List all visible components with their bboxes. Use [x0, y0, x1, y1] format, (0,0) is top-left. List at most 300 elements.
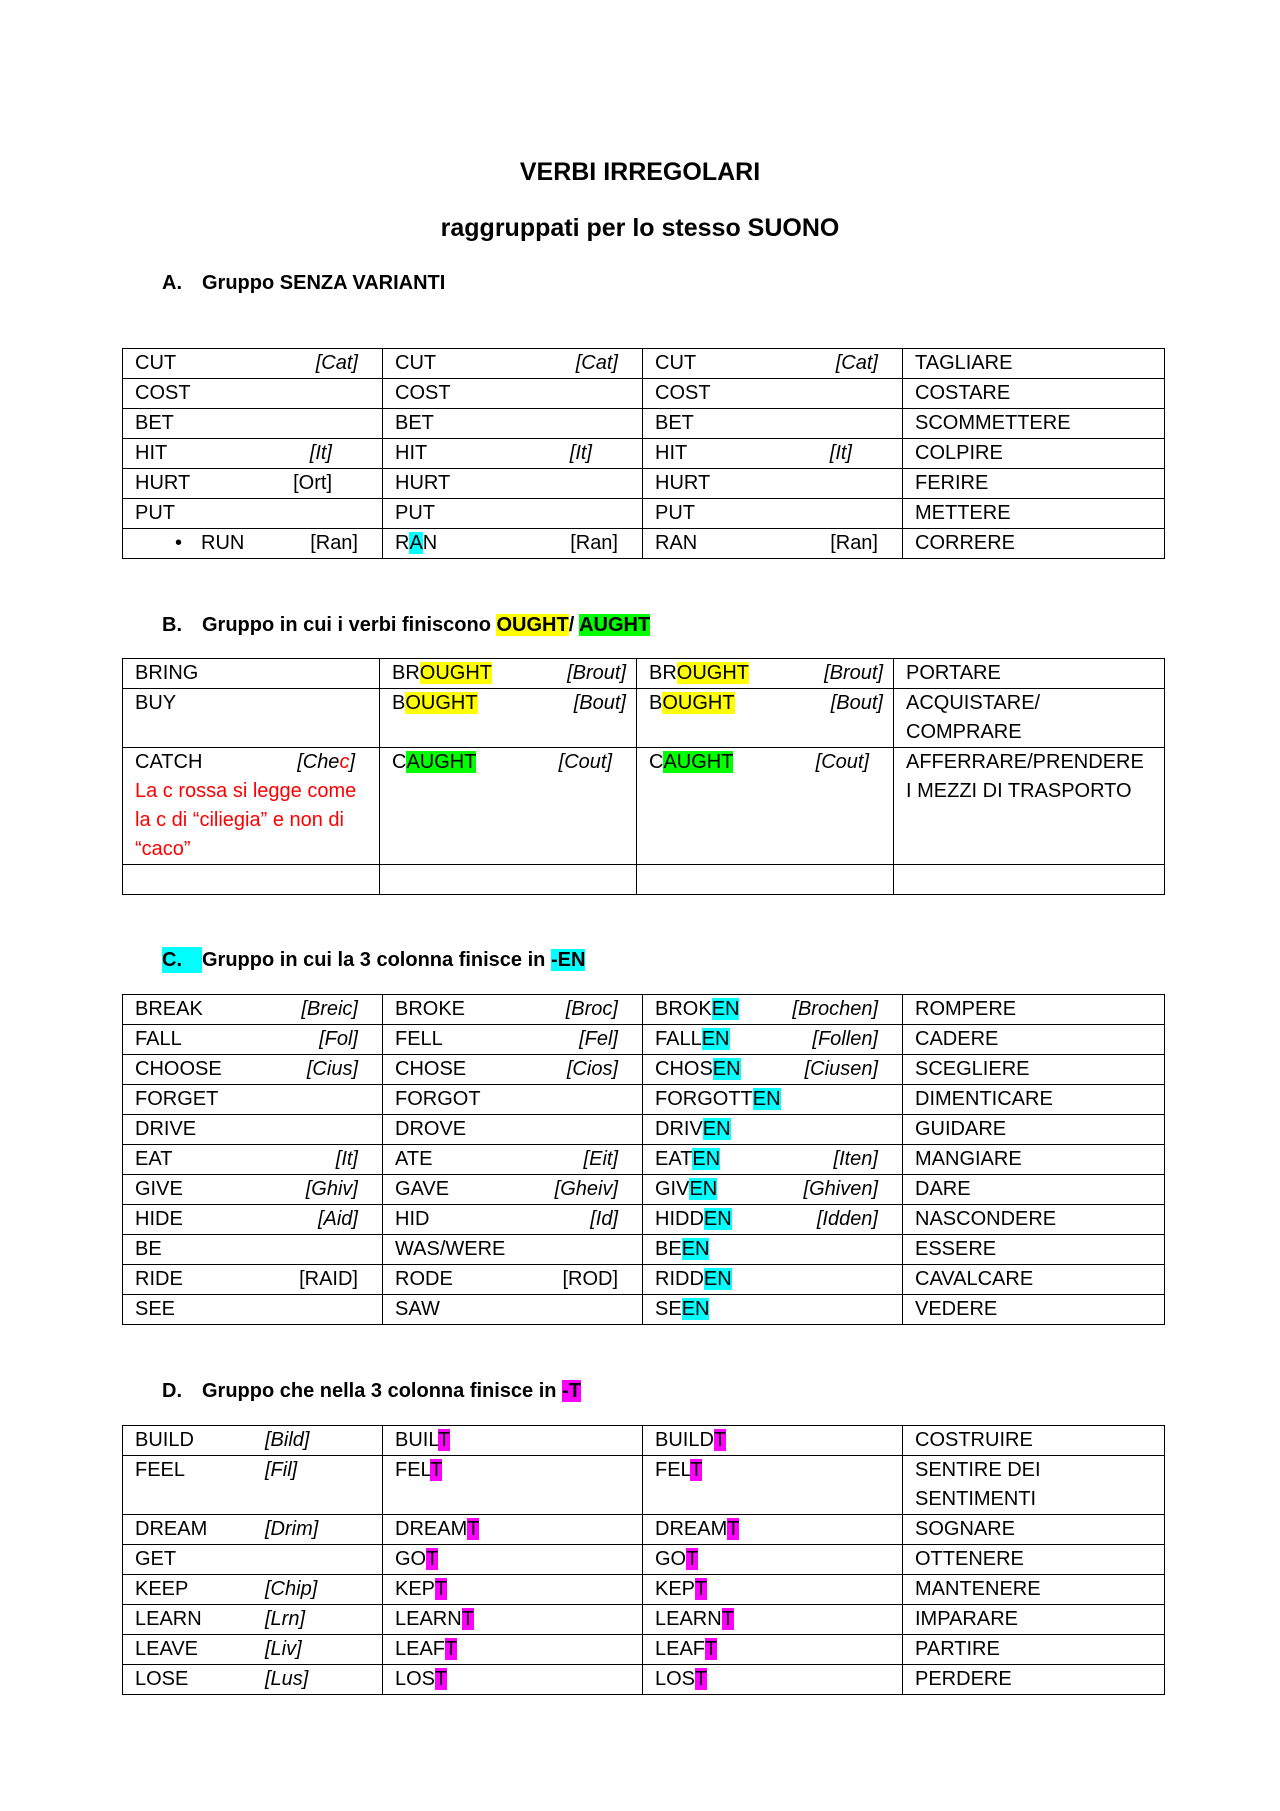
- pronunciation: [Cat]: [835, 352, 878, 374]
- cell-content: [135, 1295, 372, 1324]
- section-c-letter: C.: [162, 947, 202, 973]
- base-form-cell: [123, 1545, 383, 1575]
- pronunciation: [Cat]: [575, 352, 618, 374]
- verb-stem: SE: [655, 1298, 682, 1320]
- verb-text: C: [392, 751, 407, 773]
- verb-stem: HIDD: [655, 1208, 704, 1230]
- verb-text: BR: [392, 662, 420, 684]
- past-simple-cell: [383, 1575, 643, 1605]
- italian-cell: AFFERRARE/PRENDERE I MEZZI DI TRASPORTO: [894, 748, 1165, 865]
- table-row: [123, 499, 1165, 529]
- italian-cell: PORTARE: [894, 659, 1165, 689]
- table-section-c: [122, 994, 1165, 1325]
- pronunciation: [Bout]: [573, 692, 626, 714]
- empty-cell: [637, 865, 894, 895]
- past-participle-cell: [637, 748, 894, 865]
- section-a-heading-text: Gruppo SENZA VARIANTI: [202, 272, 446, 294]
- past-simple-cell: [383, 995, 643, 1025]
- italian-cell: IMPARARE: [903, 1605, 1165, 1635]
- verb-text: BUILD: [135, 1429, 194, 1451]
- verb-text: B: [392, 692, 406, 714]
- base-form-cell: BET: [123, 409, 383, 439]
- past-participle-cell: [643, 1426, 903, 1456]
- cell-content: [135, 1115, 372, 1144]
- past-simple-cell: [383, 529, 643, 559]
- past-simple-cell: [383, 1175, 643, 1205]
- cell-content: [655, 1295, 892, 1324]
- past-participle-cell: [643, 995, 903, 1025]
- past-participle-cell: [643, 1265, 903, 1295]
- verb-text: GAVE: [395, 1178, 450, 1200]
- base-form-cell: [123, 1575, 383, 1605]
- base-form-cell: [123, 1235, 383, 1265]
- past-participle-cell: PUT: [643, 499, 903, 529]
- pronunciation: [Lus]: [265, 1668, 309, 1690]
- highlight: EN: [681, 1298, 710, 1320]
- cell-content: [655, 1235, 892, 1264]
- verb-stem: KEP: [395, 1578, 436, 1600]
- past-participle-cell: [643, 1115, 903, 1145]
- verb-text: CUT: [135, 352, 177, 374]
- highlight: -T: [562, 1380, 581, 1402]
- pronunciation-note: La c rossa si legge come la c di “ciliegia” e non di “caco”: [135, 780, 357, 860]
- verb-text: [655, 995, 739, 1024]
- cell-content: [655, 1205, 892, 1234]
- past-participle-cell: [643, 1295, 903, 1325]
- highlight: T: [437, 1429, 451, 1451]
- italian-cell: PERDERE: [903, 1665, 1165, 1695]
- pronunciation: [Breic]: [301, 998, 358, 1020]
- table-row: [123, 349, 1165, 379]
- cell-content: [135, 1426, 372, 1455]
- pronunciation: [Ran]: [830, 532, 878, 554]
- pronunciation: [RAID]: [299, 1268, 358, 1290]
- base-form-cell: PUT: [123, 499, 383, 529]
- pronunciation: [Lrn]: [265, 1608, 306, 1630]
- highlight: EN: [689, 1178, 718, 1200]
- verb-text: [655, 1055, 741, 1084]
- verb-text: R: [395, 532, 410, 554]
- verb-text: HIT: [135, 442, 168, 464]
- base-form-cell: [123, 1085, 383, 1115]
- pronunciation: [Liv]: [265, 1638, 302, 1660]
- highlight: A: [409, 532, 423, 554]
- verb-text: FORGOT: [395, 1088, 481, 1110]
- pronunciation: [It]: [309, 442, 332, 464]
- highlight: -EN: [550, 949, 586, 971]
- highlight: T: [435, 1578, 448, 1600]
- table-row: [123, 1145, 1165, 1175]
- past-simple-cell: [383, 1426, 643, 1456]
- cell-content: [135, 1145, 372, 1174]
- pronunciation: [Follen]: [812, 1028, 878, 1050]
- past-simple-cell: [383, 1145, 643, 1175]
- past-simple-cell: [383, 1295, 643, 1325]
- verb-text: N: [422, 532, 438, 554]
- cell-content: [135, 1025, 372, 1054]
- verb-stem: GIV: [655, 1178, 690, 1200]
- cell-content: [135, 1456, 372, 1485]
- cell-content: [135, 1175, 372, 1204]
- cell-content: [395, 1055, 632, 1084]
- base-form-cell: [123, 748, 380, 865]
- verb-text: HIT: [655, 442, 688, 464]
- past-simple-cell: COST: [383, 379, 643, 409]
- table-row: [123, 1515, 1165, 1545]
- cell-content: [395, 1025, 632, 1054]
- past-simple-cell: [383, 1456, 643, 1515]
- past-simple-cell: [383, 1235, 643, 1265]
- table-section-d: [122, 1425, 1165, 1695]
- past-participle-cell: [643, 1575, 903, 1605]
- past-participle-cell: [643, 1145, 903, 1175]
- cell-content: [135, 1085, 372, 1114]
- pronunciation: ]: [349, 751, 355, 773]
- italian-cell: VEDERE: [903, 1295, 1165, 1325]
- table-row: [123, 1025, 1165, 1055]
- pronunciation: [Cout]: [815, 751, 869, 773]
- pronunciation: [Id]: [590, 1208, 618, 1230]
- table-row: [123, 1456, 1165, 1515]
- verb-text: EAT: [135, 1148, 173, 1170]
- past-simple-cell: [383, 349, 643, 379]
- verb-text: [655, 1295, 709, 1324]
- verb-text: RUN: [201, 532, 245, 554]
- cell-content: [395, 995, 632, 1024]
- past-simple-cell: [380, 748, 637, 865]
- verb-stem: LEARN: [395, 1608, 462, 1630]
- verb-text: FORGET: [135, 1088, 219, 1110]
- cell-content: [655, 1175, 892, 1204]
- highlight: T: [713, 1429, 727, 1451]
- pronunciation: [Aid]: [317, 1208, 358, 1230]
- base-form-cell: [123, 349, 383, 379]
- verb-text: LOSE: [135, 1668, 189, 1690]
- past-simple-cell: [383, 1205, 643, 1235]
- verb-text: [655, 1265, 732, 1294]
- verb-text: HIDE: [135, 1208, 183, 1230]
- table-row: [123, 659, 1165, 689]
- italian-cell: SCEGLIERE: [903, 1055, 1165, 1085]
- verb-text: CHOSE: [395, 1058, 467, 1080]
- verb-text: [655, 1235, 709, 1264]
- past-simple-cell: BET: [383, 409, 643, 439]
- verb-stem: EAT: [655, 1148, 693, 1170]
- pronunciation: [Broc]: [565, 998, 618, 1020]
- highlight: EN: [752, 1088, 781, 1110]
- italian-cell: PARTIRE: [903, 1635, 1165, 1665]
- cell-content: [135, 1055, 372, 1084]
- pronunciation: [Che: [297, 751, 340, 773]
- italian-cell: CAVALCARE: [903, 1265, 1165, 1295]
- past-participle-cell: [643, 1605, 903, 1635]
- italian-cell: GUIDARE: [903, 1115, 1165, 1145]
- highlight: EN: [703, 1268, 732, 1290]
- verb-stem: BUIL: [395, 1429, 438, 1451]
- past-participle-cell: [637, 689, 894, 748]
- pronunciation: [Cios]: [566, 1058, 618, 1080]
- verb-text: [655, 1085, 781, 1114]
- italian-cell: FERIRE: [903, 469, 1165, 499]
- highlight: T: [430, 1459, 443, 1481]
- base-form-cell: [123, 1055, 383, 1085]
- italian-cell: NASCONDERE: [903, 1205, 1165, 1235]
- pronunciation: [Ghiven]: [803, 1178, 878, 1200]
- past-participle-cell: [643, 1175, 903, 1205]
- table-row: [123, 1115, 1165, 1145]
- section-c-heading-text: Gruppo in cui la 3 colonna finisce in: [202, 949, 551, 971]
- italian-cell: COSTRUIRE: [903, 1426, 1165, 1456]
- cell-content: [395, 1175, 632, 1204]
- table-row: [123, 1295, 1165, 1325]
- italian-cell: SENTIRE DEI SENTIMENTI: [903, 1456, 1165, 1515]
- highlight: OUGHT: [419, 662, 493, 684]
- italian-cell: OTTENERE: [903, 1545, 1165, 1575]
- verb-stem: CHOS: [655, 1058, 713, 1080]
- italian-cell: COLPIRE: [903, 439, 1165, 469]
- verb-text: ATE: [395, 1148, 433, 1170]
- base-form-cell: [123, 1605, 383, 1635]
- verb-text: [655, 1145, 720, 1174]
- cell-content: [135, 995, 372, 1024]
- highlight: T: [690, 1459, 703, 1481]
- italian-cell: MANTENERE: [903, 1575, 1165, 1605]
- highlight: AUGHT: [579, 614, 651, 636]
- table-row: [123, 1265, 1165, 1295]
- italian-cell: MANGIARE: [903, 1145, 1165, 1175]
- past-participle-cell: [643, 529, 903, 559]
- past-participle-cell: [643, 1055, 903, 1085]
- section-b-heading-text: /: [568, 614, 580, 636]
- cell-content: [655, 1265, 892, 1294]
- italian-cell: TAGLIARE: [903, 349, 1165, 379]
- page-subtitle: raggruppati per lo stesso SUONO: [440, 214, 840, 242]
- italian-cell: ACQUISTARE/ COMPRARE: [894, 689, 1165, 748]
- verb-text: FELL: [395, 1028, 443, 1050]
- verb-text: RAN: [655, 532, 698, 554]
- base-form-cell: [123, 1456, 383, 1515]
- italian-cell: CORRERE: [903, 529, 1165, 559]
- cell-content: [395, 1115, 632, 1144]
- section-d-heading-text: Gruppo che nella 3 colonna finisce in: [202, 1380, 563, 1402]
- table-section-a: [122, 348, 1165, 559]
- italian-cell: ESSERE: [903, 1235, 1165, 1265]
- verb-stem: DRIV: [655, 1118, 703, 1140]
- verb-text: CUT: [655, 352, 697, 374]
- pronunciation: [Eit]: [583, 1148, 618, 1170]
- verb-stem: BE: [655, 1238, 682, 1260]
- section-a-letter: A.: [162, 272, 182, 294]
- past-participle-cell: [643, 349, 903, 379]
- past-participle-cell: [643, 1205, 903, 1235]
- cell-content: [395, 1295, 632, 1324]
- highlight: T: [705, 1638, 718, 1660]
- past-simple-cell: [383, 1635, 643, 1665]
- verb-stem: LEARN: [655, 1608, 722, 1630]
- highlight: EN: [711, 998, 740, 1020]
- cell-content: [395, 1085, 632, 1114]
- base-form-cell: [123, 1145, 383, 1175]
- past-participle-cell: [643, 1665, 903, 1695]
- cell-content: [395, 1145, 632, 1174]
- verb-text: [655, 1205, 732, 1234]
- verb-text: DROVE: [395, 1118, 467, 1140]
- highlight: OUGHT: [496, 614, 569, 636]
- verb-stem: BROK: [655, 998, 712, 1020]
- cell-content: [135, 1575, 372, 1604]
- past-participle-cell: BET: [643, 409, 903, 439]
- cell-content: [395, 1235, 632, 1264]
- verb-stem: LOS: [395, 1668, 436, 1690]
- highlight: EN: [701, 1028, 730, 1050]
- pronunciation: [ROD]: [562, 1268, 618, 1290]
- past-participle-cell: [643, 1085, 903, 1115]
- highlight: T: [721, 1608, 734, 1630]
- verb-text: HURT: [135, 472, 191, 494]
- empty-cell: [894, 865, 1165, 895]
- table-row: [123, 1635, 1165, 1665]
- empty-cell: [380, 865, 637, 895]
- verb-text: CUT: [395, 352, 437, 374]
- past-participle-cell: COST: [643, 379, 903, 409]
- base-form-cell: [123, 1205, 383, 1235]
- highlight: OUGHT: [662, 692, 735, 714]
- base-form-cell: [123, 1025, 383, 1055]
- verb-text: HIT: [395, 442, 428, 464]
- verb-text: HID: [395, 1208, 430, 1230]
- pronunciation: [Ort]: [293, 472, 332, 494]
- highlight: T: [467, 1518, 480, 1540]
- pronunciation: [Brout]: [567, 662, 626, 684]
- pronunciation: [Fil]: [265, 1459, 298, 1481]
- pronunciation: [Brout]: [824, 662, 883, 684]
- verb-text: [655, 1175, 717, 1204]
- verb-stem: FEL: [395, 1459, 431, 1481]
- pronunciation: [Bild]: [265, 1429, 310, 1451]
- base-form-cell: [123, 1265, 383, 1295]
- past-simple-cell: [383, 439, 643, 469]
- base-form-cell: [123, 1115, 383, 1145]
- past-simple-cell: [380, 689, 637, 748]
- past-participle-cell: [643, 1456, 903, 1515]
- past-simple-cell: [383, 1545, 643, 1575]
- verb-stem: DREAM: [395, 1518, 468, 1540]
- highlight: OUGHT: [405, 692, 478, 714]
- past-simple-cell: PUT: [383, 499, 643, 529]
- table-row: [123, 1205, 1165, 1235]
- verb-stem: FEL: [655, 1459, 691, 1481]
- verb-text: C: [649, 751, 664, 773]
- base-form-cell: BUY: [123, 689, 380, 748]
- section-d-heading: [162, 1378, 581, 1404]
- italian-cell: COSTARE: [903, 379, 1165, 409]
- pronunciation: [Cius]: [306, 1058, 358, 1080]
- past-participle-cell: [643, 1545, 903, 1575]
- highlight: EN: [681, 1238, 710, 1260]
- pronunciation: [Iten]: [833, 1148, 878, 1170]
- base-form-cell: [123, 1635, 383, 1665]
- table-row: [123, 529, 1165, 559]
- cell-content: [395, 1205, 632, 1234]
- verb-text: BROKE: [395, 998, 466, 1020]
- cell-content: [135, 1545, 372, 1574]
- past-simple-cell: [383, 1515, 643, 1545]
- section-a-heading: [162, 270, 445, 296]
- cell-content: [135, 1665, 372, 1694]
- table-row: [123, 1665, 1165, 1695]
- table-row: [123, 379, 1165, 409]
- past-simple-cell: HURT: [383, 469, 643, 499]
- past-participle-cell: [643, 1235, 903, 1265]
- past-simple-cell: [383, 1085, 643, 1115]
- table-row: [123, 865, 1165, 895]
- table-row: [123, 1085, 1165, 1115]
- past-participle-cell: [643, 1635, 903, 1665]
- cell-content: [655, 1145, 892, 1174]
- section-b-letter: B.: [162, 614, 182, 636]
- highlight: EN: [702, 1118, 731, 1140]
- highlight: EN: [703, 1208, 732, 1230]
- highlight: AUGHT: [406, 751, 477, 773]
- highlight: T: [461, 1608, 474, 1630]
- base-form-cell: [123, 1665, 383, 1695]
- pronunciation: [Bout]: [830, 692, 883, 714]
- table-row: [123, 689, 1165, 748]
- pronunciation: [Chip]: [265, 1578, 318, 1600]
- italian-cell: METTERE: [903, 499, 1165, 529]
- past-simple-cell: [383, 1025, 643, 1055]
- cell-content: [135, 1235, 372, 1264]
- verb-text: FEEL: [135, 1459, 186, 1481]
- base-form-cell: [123, 1175, 383, 1205]
- base-form-cell: [123, 529, 383, 559]
- verb-stem: LEAF: [655, 1638, 706, 1660]
- italian-cell: ROMPERE: [903, 995, 1165, 1025]
- past-participle-cell: [637, 659, 894, 689]
- table-row: [123, 748, 1165, 865]
- pronunciation: [Ran]: [310, 532, 358, 554]
- cell-content: [655, 1115, 892, 1144]
- verb-text: RIDE: [135, 1268, 183, 1290]
- verb-stem: LOS: [655, 1668, 696, 1690]
- table-section-b: [122, 658, 1165, 895]
- verb-text: GIVE: [135, 1178, 183, 1200]
- cell-content: [135, 1265, 372, 1294]
- empty-cell: [123, 865, 380, 895]
- pronunciation: [Drim]: [265, 1518, 319, 1540]
- verb-text: DRIVE: [135, 1118, 197, 1140]
- highlight: T: [686, 1548, 699, 1570]
- cell-content: [655, 1085, 892, 1114]
- verb-text: LEARN: [135, 1608, 202, 1630]
- cell-content: [655, 1025, 892, 1054]
- table-row: [123, 1235, 1165, 1265]
- past-participle-cell: [643, 1515, 903, 1545]
- table-row: [123, 409, 1165, 439]
- verb-text: BREAK: [135, 998, 203, 1020]
- cell-content: [135, 1515, 372, 1544]
- page-title: VERBI IRREGOLARI: [519, 158, 761, 186]
- base-form-cell: COST: [123, 379, 383, 409]
- table-row: [123, 469, 1165, 499]
- verb-text: CATCH: [135, 751, 203, 773]
- section-c-heading: [162, 947, 585, 973]
- cell-content: [655, 1055, 892, 1084]
- pronunciation: [Idden]: [816, 1208, 878, 1230]
- table-row: [123, 1575, 1165, 1605]
- verb-text: GET: [135, 1548, 177, 1570]
- pronunciation: [Cout]: [558, 751, 612, 773]
